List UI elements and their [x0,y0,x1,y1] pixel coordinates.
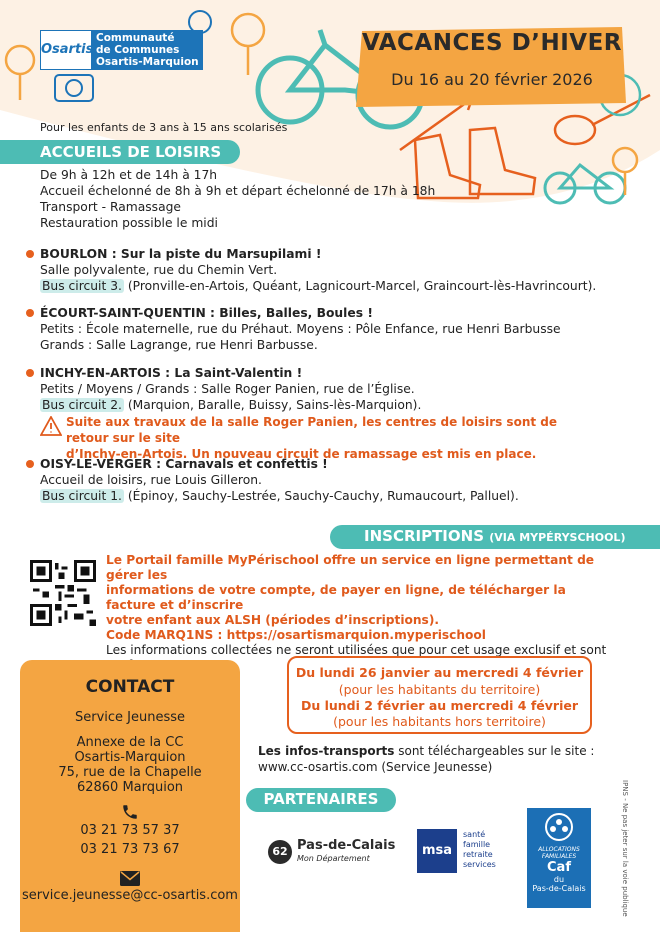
pas-de-calais-logo [268,836,403,870]
schedule-line: De 9h à 12h et de 14h à 17h [40,168,218,182]
warning-icon [40,416,62,436]
portal-line: informations de votre compte, de payer en ligne, de télécharger la facture et d’inscrire [106,583,566,612]
schedule-line: Transport - Ramassage [40,200,181,214]
contact-address: 62860 Marquion [76,780,184,795]
location-oisy [26,456,519,504]
pdc-name: Pas-de-Calais [297,838,396,853]
logo-line: de Communes [96,44,180,56]
bullet-icon [26,309,34,317]
contact-address: 75, rue de la Chapelle [58,765,202,780]
msa-logo [417,829,517,875]
pdc-number: 62 [268,840,292,864]
bus-circuit: Bus circuit 2. [42,398,122,412]
inscriptions-title [364,527,625,545]
bullet-icon [26,369,34,377]
location-ecourt [26,305,561,353]
portal-line: votre enfant aux ALSH (périodes d’inscriptions). [106,613,440,627]
transport-text: sont téléchargeables sur le site : [394,744,595,758]
transport-info [258,743,598,775]
warning-line: d’Inchy-en-Artois. Un nouveau circuit de ramassage est mis en place. [66,447,537,461]
msa-line: famille [463,840,491,849]
bus-detail: (Pronville-en-Artois, Quéant, Lagnicourt-Marcel, Graincourt-lès-Havrincourt). [123,279,597,293]
schedule-line: Accueil échelonné de 8h à 9h et départ échelonné de 17h à 18h [40,184,436,198]
ipns-note: IPNS - Ne pas jeter sur la voie publique [621,780,629,917]
caf-line: ALLOCATIONS [538,846,580,853]
inscriptions-heading: INSCRIPTIONS [364,527,484,545]
contact-service: Service Jeunesse [74,710,186,725]
phone-number[interactable]: 03 21 73 57 37 [80,823,180,838]
location-bourlon [26,246,596,294]
registration-note: (pour les habitants hors territoire) [333,714,546,729]
msa-line: services [463,860,496,869]
location-venue: Grands : Salle Lagrange, rue Henri Barbusse. [40,338,318,352]
pdc-subtitle: Mon Département [297,854,370,863]
age-range: Pour les enfants de 3 ans à 15 ans scolarisés [40,121,288,134]
contact-address: Osartis-Marquion [74,750,186,765]
caf-line: Caf [547,860,571,875]
location-name: OISY-LE-VERGER : Carnavals et confettis ! [40,457,328,471]
warning-notice [40,414,600,462]
transport-bold: Les infos-transports [258,744,395,758]
location-name: ÉCOURT-SAINT-QUENTIN : Billes, Balles, Boules ! [40,306,373,320]
msa-mark: msa [417,829,457,873]
location-inchy [26,365,421,413]
bus-circuit: Bus circuit 1. [42,489,122,503]
location-venue: Salle polyvalente, rue du Chemin Vert. [40,263,278,277]
phone-number[interactable]: 03 21 73 73 67 [80,842,180,857]
portal-code-link[interactable]: Code MARQ1NS : https://osartismarquion.myperischool [106,628,486,642]
logo-line: Communauté [96,32,175,44]
location-venue: Petits : École maternelle, rue du Préhaut. Moyens : Pôle Enfance, rue Henri Barbusse [40,322,561,336]
inscriptions-subtitle: (VIA MYPÉRYSCHOOL) [489,531,626,544]
bus-circuit: Bus circuit 3. [42,279,122,293]
warning-line: Suite aux travaux de la salle Roger Panien, les centres de loisirs sont de retour sur le site [66,415,557,445]
partners-title: PARTENAIRES [263,790,379,808]
logo-mark: Osartis [40,30,92,70]
caf-emblem-icon [544,812,574,842]
mail-icon [120,871,140,886]
qr-code-icon[interactable] [30,560,96,626]
registration-date: Du lundi 26 janvier au mercredi 4 février [295,665,584,680]
privacy-line: Les informations collectées ne seront utilisées que pour cet usage exclusif et sont [106,643,607,657]
contact-address: Annexe de la CC [76,735,184,750]
location-venue: Accueil de loisirs, rue Louis Gilleron. [40,473,262,487]
portal-info [106,553,616,673]
page-title: VACANCES D’HIVER [362,30,622,56]
caf-line: FAMILIALES [541,853,577,860]
caf-line: du [553,875,565,884]
contact-title: CONTACT [85,677,175,697]
bullet-icon [26,250,34,258]
caf-logo [527,808,591,908]
bullet-icon [26,460,34,468]
bus-detail: (Épinoy, Sauchy-Lestrée, Sauchy-Cauchy, Rumaucourt, Palluel). [123,489,519,503]
transport-link[interactable]: www.cc-osartis.com (Service Jeunesse) [258,760,493,774]
msa-line: santé [463,830,486,839]
section-title: ACCUEILS DE LOISIRS [40,143,222,161]
registration-note: (pour les habitants du territoire) [338,682,541,697]
location-venue: Petits / Moyens / Grands : Salle Roger Panien, rue de l’Église. [40,382,415,396]
msa-line: retraite [463,850,493,859]
schedule-line: Restauration possible le midi [40,216,218,230]
contact-email[interactable]: service.jeunesse@cc-osartis.com [22,888,238,903]
location-name: INCHY-EN-ARTOIS : La Saint-Valentin ! [40,366,303,380]
caf-line: Pas-de-Calais [532,884,586,893]
registration-date: Du lundi 2 février au mercredi 4 février [300,698,579,713]
holiday-dates: Du 16 au 20 février 2026 [391,70,593,89]
bus-detail: (Marquion, Baralle, Buissy, Sains-lès-Marquion). [123,398,422,412]
schedule-info [40,167,435,231]
phone-icon [121,803,139,821]
cc-osartis-logo [40,30,203,70]
location-name: BOURLON : Sur la piste du Marsupilami ! [40,247,322,261]
logo-line: Osartis-Marquion [96,56,199,68]
portal-line: Le Portail famille MyPérischool offre un service en ligne permettant de gérer les [106,553,595,582]
